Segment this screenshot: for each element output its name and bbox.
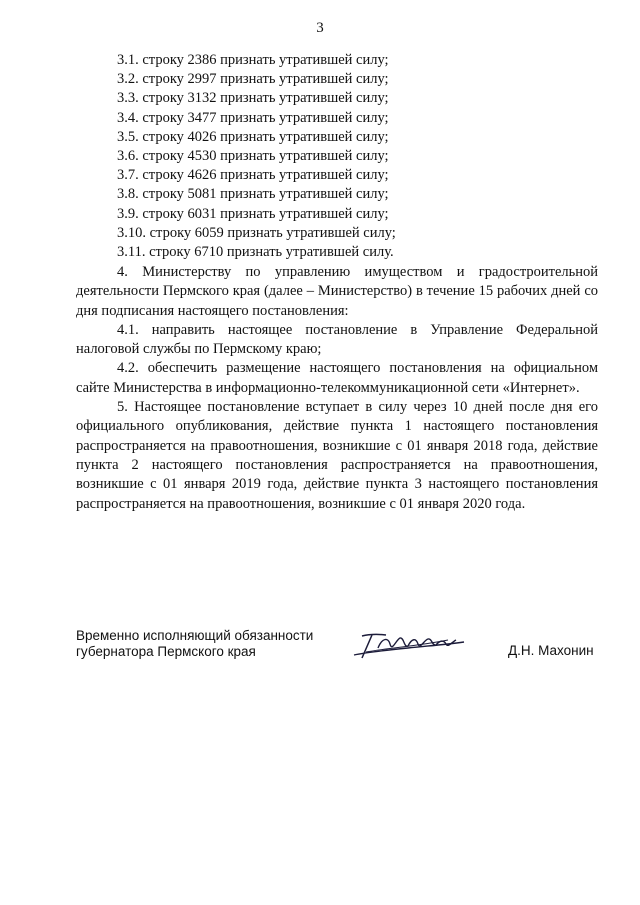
position-line-1: Временно исполняющий обязанности: [76, 628, 314, 643]
list-item: 3.2. строку 2997 признать утратившей силу;: [117, 71, 389, 88]
list-item: 3.6. строку 4530 признать утратившей силу;: [117, 147, 389, 164]
signer-name: Д.Н. Махонин: [508, 643, 594, 658]
paragraph-ministry-instructions: 4. Министерству по управлению имуществом и градостроительной деятельности Пермского края (далее – Министерство) в течение 15 рабочих дней со дня подписания настоящего постановления:: [76, 264, 598, 319]
list-item: 3.4. строку 3477 признать утратившей силу;: [117, 109, 389, 126]
list-item: 3.5. строку 4026 признать утратившей силу;: [117, 128, 389, 145]
paragraph-effective-date: 5. Настоящее постановление вступает в силу через 10 дней после дня его официального опубликования, действие пункта 1 настоящего постановления распространяется на правоотношения, возникшие с 01 января 2018 года, действие пункта 2 настоящего постановления распространяется на правоотношения, возникшие с 01 января 2019 года, действие пункта 3 настоящего постановления распространяется на правоотношения, возникшие с 01 января 2020 года.: [76, 399, 598, 512]
list-item: 3.3. строку 3132 признать утратившей силу;: [117, 90, 389, 107]
list-item: 3.7. строку 4626 признать утратившей силу;: [117, 167, 389, 184]
position-line-2: губернатора Пермского края: [76, 644, 256, 659]
page-number: 3: [316, 20, 324, 36]
list-item: 3.11. строку 6710 признать утратившей силу.: [117, 243, 394, 260]
paragraph-tax-service: 4.1. направить настоящее постановление в Управление Федеральной налоговой службы по Пермскому краю;: [76, 321, 598, 358]
signatory-position: [76, 628, 313, 660]
paragraph-publication: 4.2. обеспечить размещение настоящего постановления на официальном сайте Министерства в информационно-телекоммуникационной сети «Интернет».: [76, 360, 598, 396]
list-item: 3.1. строку 2386 признать утратившей силу;: [117, 52, 389, 68]
body-text: [76, 263, 598, 514]
amendment-list: [117, 51, 396, 262]
handwritten-signature: [348, 628, 468, 662]
list-item: 3.8. строку 5081 признать утратившей силу;: [117, 186, 389, 203]
list-item: 3.9. строку 6031 признать утратившей силу;: [117, 205, 389, 222]
list-item: 3.10. строку 6059 признать утратившей силу;: [117, 224, 396, 241]
